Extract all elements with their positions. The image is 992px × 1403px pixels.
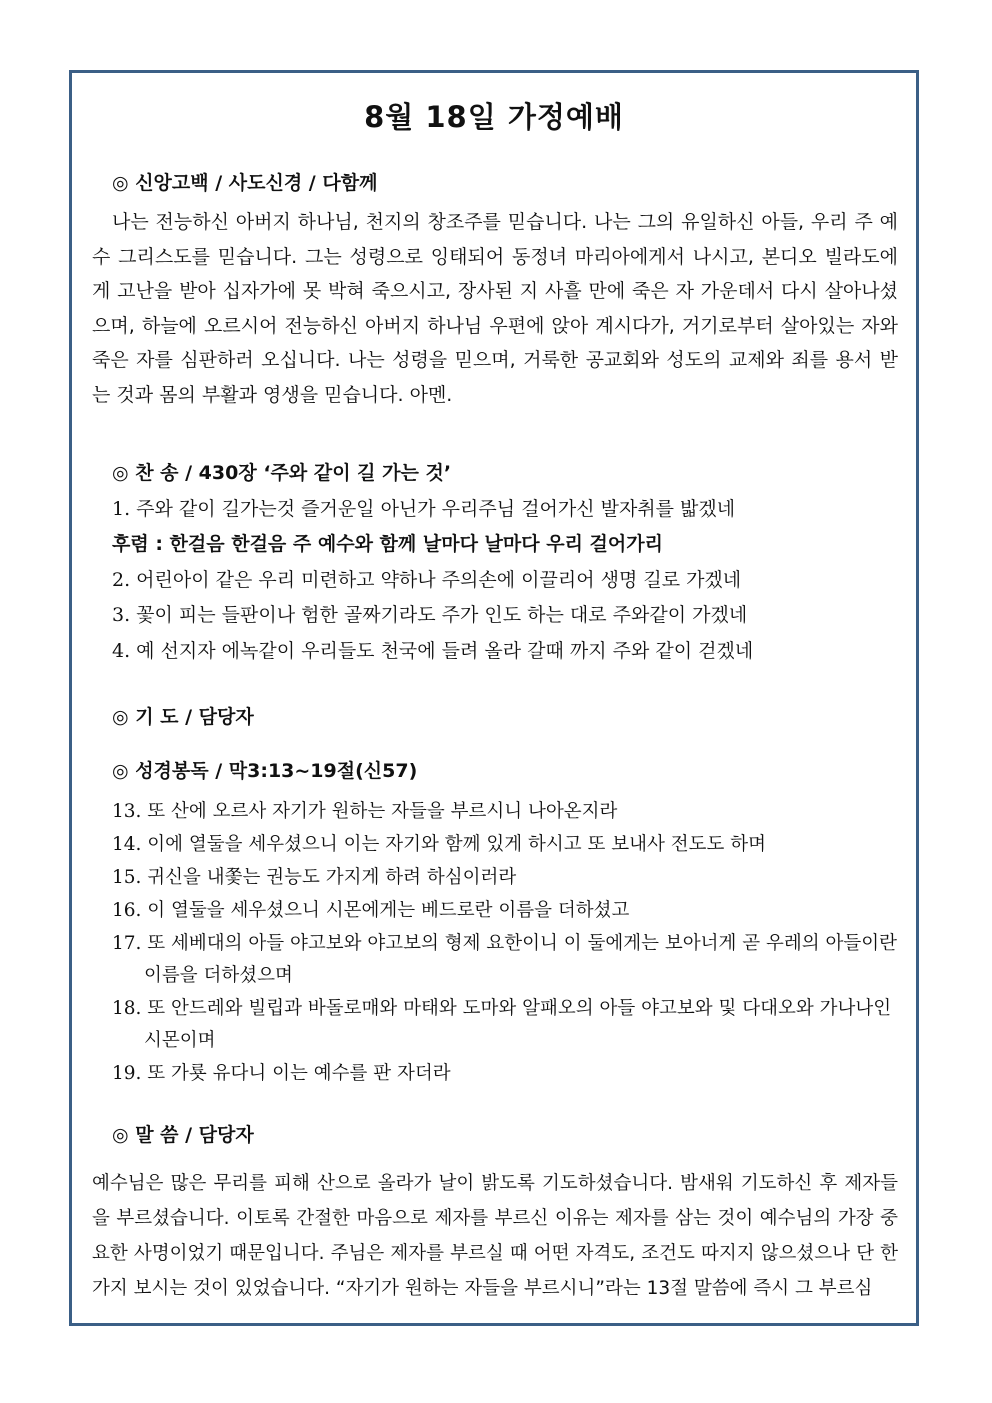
hymn-refrain: 후렴 : 한걸음 한걸음 주 예수와 함께 날마다 날마다 우리 걸어가리 bbox=[112, 533, 663, 555]
hymn-line: 2. 어린아이 같은 우리 미련하고 약하나 주의손에 이끌리어 생명 길로 가겠네 bbox=[112, 569, 742, 591]
verse-15: 15. 귀신을 내쫓는 권능도 가지게 하려 하심이러라 bbox=[112, 867, 517, 888]
page-title: 8월 18일 가정예배 bbox=[364, 100, 624, 134]
hymn-line: 4. 예 선지자 에녹같이 우리들도 천국에 들려 올라 갈때 까지 주와 같이 걷겠네 bbox=[112, 640, 754, 662]
sermon-heading: ◎ 말 씀 / 담당자 bbox=[112, 1124, 254, 1146]
hymn-line: 3. 꽃이 피는 들판이나 험한 골짜기라도 주가 인도 하는 대로 주와같이 가겠네 bbox=[112, 604, 748, 626]
reading-heading: ◎ 성경봉독 / 막3:13~19절(신57) bbox=[112, 760, 418, 782]
verse-16: 16. 이 열둘을 세우셨으니 시몬에게는 베드로란 이름을 더하셨고 bbox=[112, 900, 630, 921]
verse-18: 18. 또 안드레와 빌립과 바돌로매와 마태와 도마와 알패오의 아들 야고보와 및 다대오와 가나나인 시몬이며 bbox=[112, 998, 892, 1051]
creed-text-body: 나는 전능하신 아버지 하나님, 천지의 창조주를 믿습니다. 나는 그의 유일하신 아들, 우리 주 예수 그리스도를 믿습니다. 그는 성령으로 잉태되어 동정녀 마리아에게서 나시고, 본디오 빌라도에게 고난을 받아 십자가에 못 박혀 죽으시고, 장사된 지 사흘 만에 죽은 자 가운데서 다시 살아나셨으며, 하늘에 오르시어 전능하신 아버지 하나님 우편에 앉아 계시다가, 거기로부터 살아있는 자와 죽은 자를 심판하러 오십니다. 나는 성령을 믿으며, 거룩한 공교회와 성도의 교제와 죄를 용서 받는 것과 몸의 부활과 영생을 믿습니다. 아멘. bbox=[92, 211, 898, 406]
sermon-text: 예수님은 많은 무리를 피해 산으로 올라가 날이 밝도록 기도하셨습니다. 밤새워 기도하신 후 제자들을 부르셨습니다. 이토록 간절한 마음으로 제자를 부르신 이유는 제자를 삼는 것이 예수님의 가장 중요한 사명이었기 때문입니다. 주님은 제자를 부르실 때 어떤 자격도, 조건도 따지지 않으셨으나 단 한 가지 보시는 것이 있었습니다. “자기가 원하는 자들을 부르시니”라는 13절 말씀에 즉시 그 부르심 bbox=[92, 1173, 898, 1299]
verse-13: 13. 또 산에 오르사 자기가 원하는 자들을 부르시니 나아온지라 bbox=[112, 801, 618, 822]
page-frame bbox=[69, 70, 919, 1326]
prayer-heading: ◎ 기 도 / 담당자 bbox=[112, 706, 254, 728]
hymn-line: 1. 주와 같이 길가는것 즐거운일 아닌가 우리주님 걸어가신 발자취를 밟겠네 bbox=[112, 498, 736, 520]
verse-14: 14. 이에 열둘을 세우셨으니 이는 자기와 함께 있게 하시고 또 보내사 전도도 하며 bbox=[112, 834, 766, 855]
verse-17: 17. 또 세베대의 아들 야고보와 야고보의 형제 요한이니 이 둘에게는 보아너게 곧 우레의 아들이란 이름을 더하셨으며 bbox=[112, 933, 897, 986]
verse-19: 19. 또 가룟 유다니 이는 예수를 판 자더라 bbox=[112, 1063, 451, 1084]
hymn-heading: ◎ 찬 송 / 430장 ‘주와 같이 길 가는 것’ bbox=[112, 462, 452, 484]
creed-heading: ◎ 신앙고백 / 사도신경 / 다함께 bbox=[112, 172, 378, 194]
creed-text bbox=[92, 205, 898, 412]
